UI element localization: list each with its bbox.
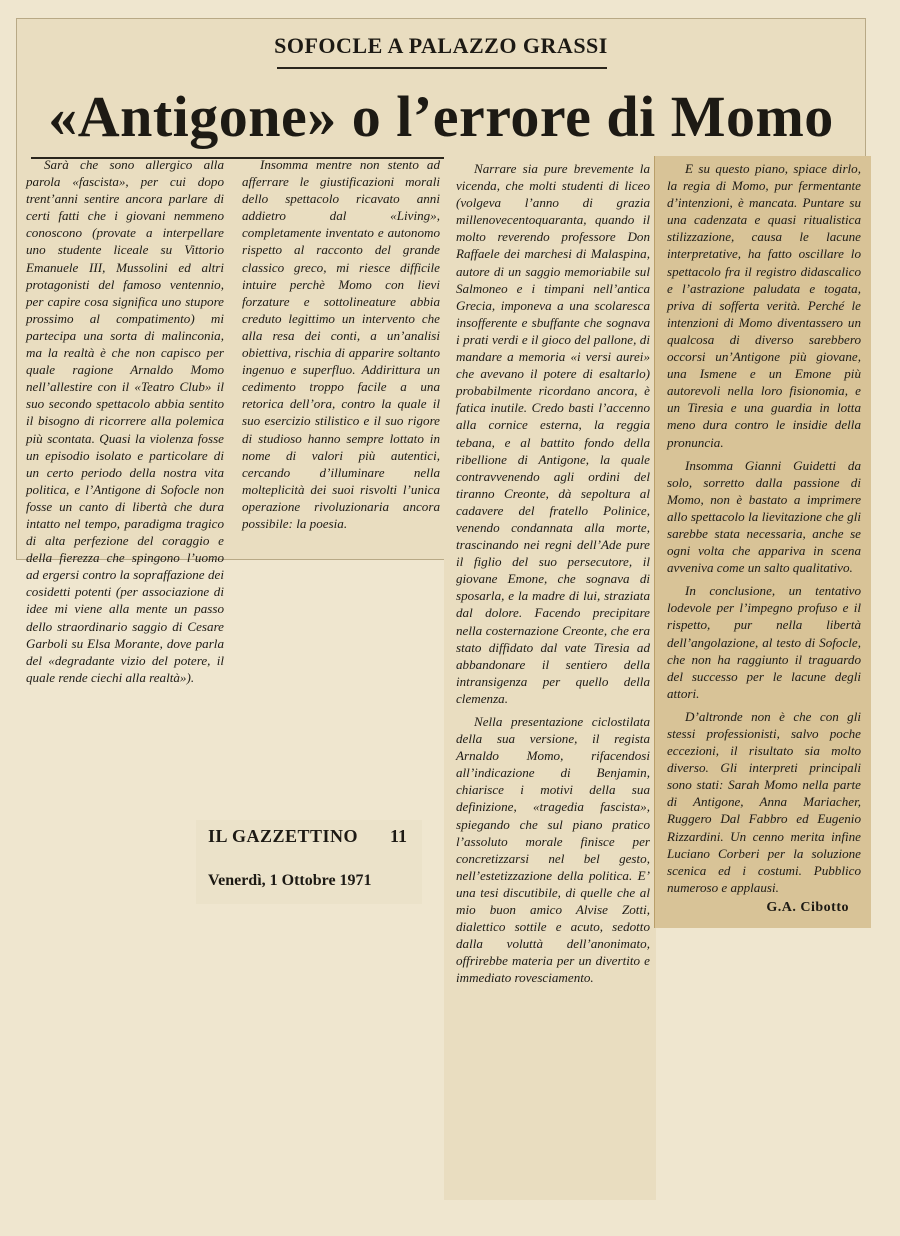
article-paragraph-4: Nella presentazione ciclostilata della sua versione, il regista Arnaldo Momo, rifacendosi all’indicazione di Benjamin, chiarisce i motivi della sua definizione, «tragedia fascista», spiegando che sul piano pratico l’assoluto morale finisce per concretizzarsi nel bel gesto, nell’estetizzazione della politica. E’ una tesi discutibile, di quelle che al mio buon amico Alvise Zotti, dialettico sottile e acuto, sedotto dalla voluttà dell’anonimato, offrirebbe materia per un divertito e immediato rovesciamento. xyxy=(456,714,650,986)
article-paragraph-3: Narrare sia pure brevemente la vicenda, che molti studenti di liceo (volgeva l’anno di grazia millenovecentoquaranta, quando il molto reverendo professore Don Raffaele dei marchesi di Malaspina, autore di un saggio memoriabile sul Salmoneo e i timpani nell’antica Grecia, imponeva a una scolaresca insofferente e sbuffante che sognava i prati verdi e il gioco del pallone, di mandare a memoria «i versi aurei» che avevano il potere di esaltarlo) probabilmente ricordano ancora, è fatica inutile. Credo basti l’accenno alla cornice esterna, la reggia tebana, e al battito fondo della ribellione di Antigone, la quale contravvenendo agli ordini del tiranno Creonte, dà sepoltura al cadavere del fratello Polinice, venendo condannata alla morte, trascinando nei regni dell’Ade pure il figlio del suo persecutore, il giovane Emone, che sognava di sposarla, e la madre di lui, straziata dal dolore. Facendo precipitare nella costernazione Creonte, che era stato diffidato dal vate Tiresia ad abbandonare il sentiero della intransigenza per quello della clemenza. xyxy=(456,161,650,706)
article-paragraph-2: Insomma mentre non stento ad afferrare le giustificazioni morali dello spettacolo ricavato anni addietro dal «Living», completamente inventato e autonomo rispetto al racconto del grande classico greco, mi riesce difficile intuire perchè Momo con lievi forzature e sottolineature abbia creduto legittimo un intervento che alla resa dei conti, a un’analisi obiettiva, rischia di apparire soltanto ingenuo e superfluo. Addirittura un cedimento troppo facile a una retorica dell’ora, contro la quale il suo esercizio stilistico e il suo rigore di studioso hanno sempre lottato in nome di valori più autentici, cercando d’illuminare nella molteplicità dei suoi risvolti l’unica operazione rivoluzionaria ancora possibile: la poesia. xyxy=(242,157,440,531)
article-column-2 xyxy=(242,156,440,532)
article-headline: «Antigone» o l’errore di Momo xyxy=(48,84,834,149)
page-number: 11 xyxy=(390,826,408,846)
article-column-1 xyxy=(26,156,224,686)
newspaper-name: IL GAZZETTINO xyxy=(208,826,359,846)
article-column-4 xyxy=(667,160,861,896)
article-column-3-clipping xyxy=(444,156,656,1200)
article-paragraph-1: Sarà che sono allergico alla parola «fascista», per cui dopo trent’anni sentire ancora parlare di certi fatti che i giovani nemmeno conoscono (provate a interpellare uno studente liceale su Vittorio Emanuele III, Mussolini ed altri protagonisti del famoso ventennio, per capire cosa significa uno stupore prossimo al compatimento) mi partecipa una sorta di malinconia, ma la realtà è che non capisco per quale ragione Arnaldo Momo nell’allestire con il «Teatro Club» il suo secondo spettacolo abbia sentito il bisogno di ricorrere alla polemica più scontata. Quasi la violenza fosse un episodio isolato e particolare di un certo periodo della nostra vita politica, e l’Antigone di Sofocle non fosse un canto di libertà che dura intatto nel tempo, paradigma tragico di alta perfezione del coraggio e della fierezza che spingono l’uomo ad ergersi contro la sopraffazione dei cosidetti potenti (per associazione di idee mi viene alla mente un passo dello straordinario saggio di Cesare Garboli su Elsa Morante, dove parla del «degradante vizio del potere, il quale rende ciechi alla realtà»). xyxy=(26,157,224,685)
article-column-4-clipping xyxy=(654,156,871,928)
article-paragraph-5: E su questo piano, spiace dirlo, la regia di Momo, pur fermentante d’intenzioni, è mancata. Puntare su una cadenzata e quasi ritualistica stilizzazione, causa le lacune interpretative, ha fatto oscillare lo spettacolo fra il registro didascalico e l’astrazione paludata e togata, priva di sofferta verità. Perché le intenzioni di Momo diventassero un qualcosa di diverso sarebbero occorsi un’Antigone più giovane, una Ismene e un Emone più autorevoli nella loro fisionomia, e un Tiresia e una guardia in lotta meno dura contro le insidie della pronuncia. xyxy=(667,161,861,450)
article-paragraph-7: In conclusione, un tentativo lodevole per l’impegno profuso e il rispetto, pur nella libertà dell’angolazione, al testo di Sofocle, che non ha raggiunto il traguardo del successo per le lacune degli attori. xyxy=(667,583,861,701)
article-paragraph-6: Insomma Gianni Guidetti da solo, sorretto dalla passione di Momo, non è bastato a imprimere allo spettacolo la lievitazione che gli sarebbe stata necessaria, anche se ogni volta che appariva in scena avveniva come un salto qualitativo. xyxy=(667,457,861,576)
kicker-divider xyxy=(277,67,607,69)
newspaper-masthead-clipping xyxy=(196,820,422,904)
article-kicker: SOFOCLE A PALAZZO GRASSI xyxy=(274,33,608,58)
article-author: G.A. Cibotto xyxy=(766,900,849,915)
article-paragraph-8: D’altronde non è che con gli stessi professionisti, salvo poche eccezioni, il risultato sia molto diverso. Gli interpreti principali sono stati: Sarah Momo nella parte di Antigone, Anna Mariacher, Ruggero Dal Fabbro ed Eugenio Rizzardini. Un cenno merita infine Luciano Corberi per la soluzione scenica ed i costumi. Pubblico numeroso e applausi. xyxy=(667,708,861,895)
publication-date: Venerdì, 1 Ottobre 1971 xyxy=(208,872,372,889)
article-column-3 xyxy=(456,160,650,987)
